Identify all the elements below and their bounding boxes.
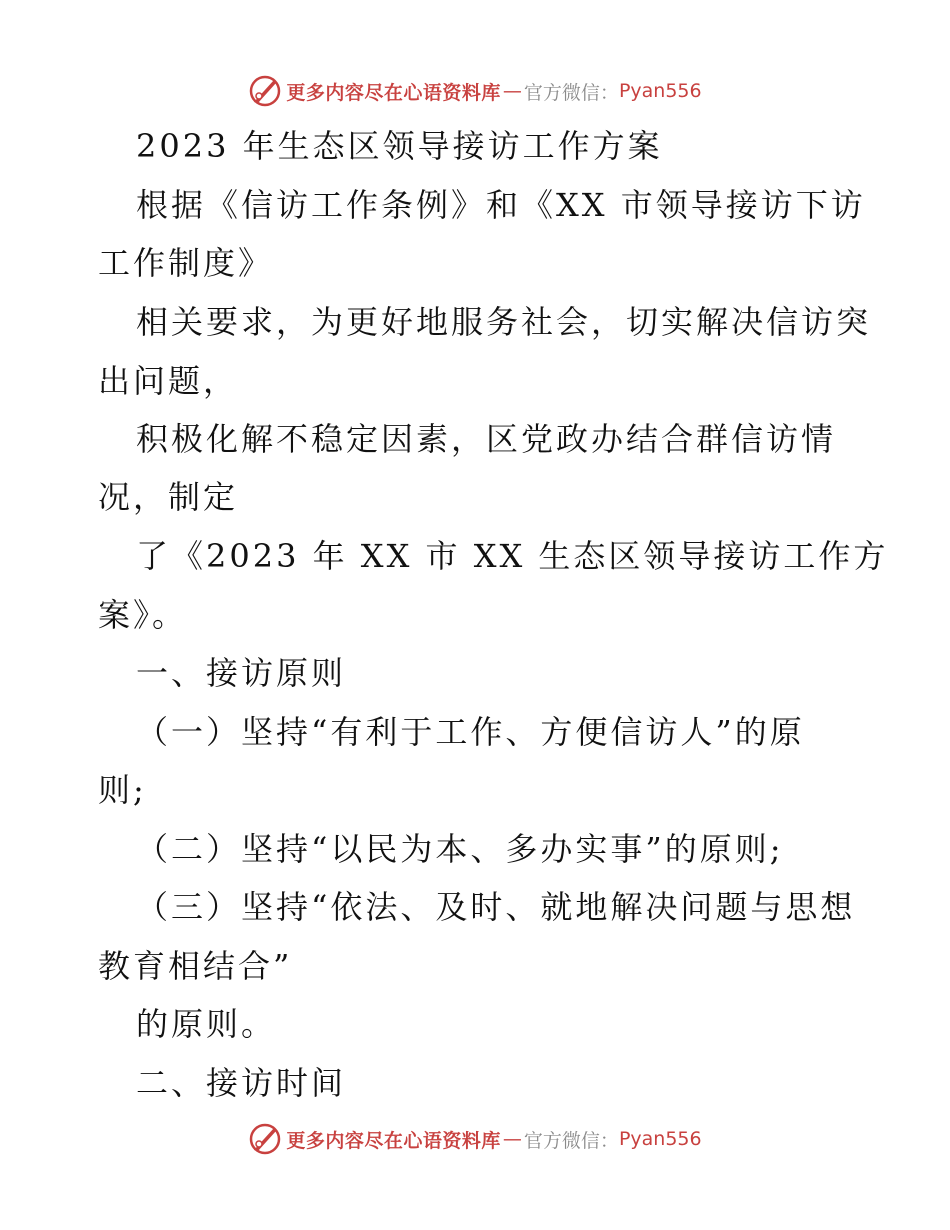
paragraph-line: 工作制度》	[98, 244, 274, 282]
paragraph-line: 况，制定	[98, 478, 239, 516]
paragraph-line: （二）坚持“以民为本、多办实事”的原则;	[136, 830, 784, 868]
watermark-separator: —	[502, 80, 522, 102]
paragraph-line: 了《2023 年 XX 市 XX 生态区领导接访工作方	[136, 537, 889, 575]
section-heading: 一、接访原则	[136, 654, 347, 692]
watermark-wechat-label: 官方微信：	[523, 81, 619, 104]
section-heading: 二、接访时间	[136, 1064, 347, 1102]
paragraph-line: （三）坚持“依法、及时、就地解决问题与思想	[136, 888, 856, 926]
paragraph-line: 的原则。	[136, 1005, 277, 1043]
paragraph-line: 出问题，	[98, 362, 239, 400]
watermark-wechat-id: Pyan556	[618, 1128, 702, 1150]
footer-watermark-banner	[0, 1119, 950, 1159]
watermark-brand-text: 更多内容尽在心语资料库	[286, 1129, 501, 1152]
watermark-separator: —	[502, 1128, 522, 1150]
paragraph-line: 案》。	[98, 596, 188, 634]
paragraph-line: 积极化解不稳定因素，区党政办结合群信访情	[136, 420, 837, 458]
paragraph-line: 根据《信访工作条例》和《XX 市领导接访下访	[136, 186, 866, 224]
paragraph-line: 教育相结合”	[98, 947, 293, 985]
paragraph-line: 相关要求，为更好地服务社会，切实解决信访突	[136, 303, 872, 341]
watermark-wechat-label: 官方微信：	[523, 1129, 619, 1152]
watermark-brand-text: 更多内容尽在心语资料库	[286, 81, 501, 104]
watermark-wechat-id: Pyan556	[618, 80, 702, 102]
paragraph-line: （一）坚持“有利于工作、方便信访人”的原	[136, 713, 805, 751]
document-title: 2023 年生态区领导接访工作方案	[136, 127, 663, 165]
quill-logo-icon	[248, 1122, 282, 1156]
paragraph-line: 则;	[98, 771, 147, 809]
